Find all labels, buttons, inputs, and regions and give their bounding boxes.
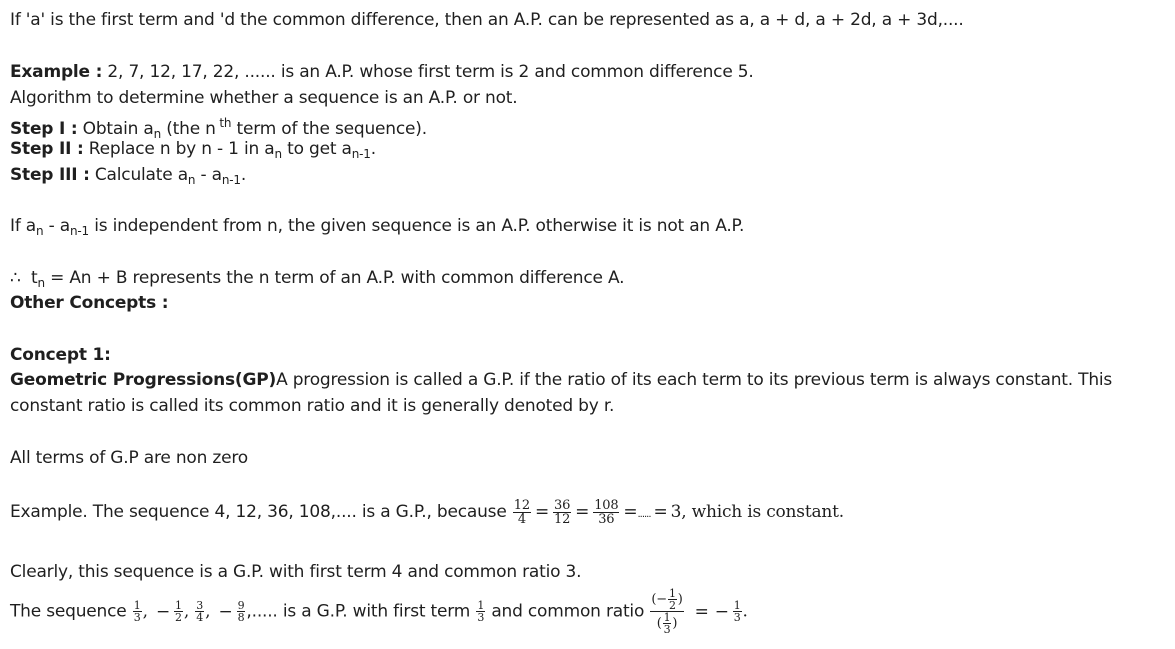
comma: , [142,601,148,622]
sequence-text-c: and common ratio [486,601,650,622]
independent-subscript-n-1: n-1 [70,224,89,238]
step2-text-a: Replace n by n - 1 in a [83,139,275,159]
fraction-numerator: 12 [513,497,530,513]
independent-text-a: If a [10,216,37,236]
step1-text-a: Obtain a [77,119,154,139]
ap-intro-text: If 'a' is the first term and 'd the common difference, then an A.P. can be represented as a, a + d, a + 2d, a + 3d,.... [10,10,964,30]
equals-sign: = [653,502,668,522]
ratio-numerator [650,588,683,612]
fraction-term-4 [237,600,246,623]
step3-subscript-n: n [187,173,196,187]
paren-open: ( [656,616,662,631]
equals-sign: = [575,502,590,522]
comma: , [183,601,190,622]
gp-definition-paragraph [10,367,1165,419]
step3-line [10,164,246,191]
fraction-term-2 [174,600,183,623]
paren-close: ) [672,616,678,631]
step2-subscript-n: n [274,147,282,161]
fraction-denominator: 3 [733,611,741,624]
fraction-half [668,588,677,611]
equals-sign: = [694,601,709,622]
sequence-ellipsis: ,..... [246,601,278,622]
fraction-numerator: 1 [668,587,676,600]
step3-subscript-n-1: n-1 [221,173,241,187]
clearly-line [10,561,581,583]
fraction-common-ratio [650,588,683,635]
fraction-denominator: 3 [477,611,485,624]
fraction-numerator: 108 [594,497,619,513]
fraction-denominator: 2 [175,611,182,624]
fraction-108-36 [593,499,619,526]
fraction-denominator: 3 [663,623,671,636]
example-text: 2, 7, 12, 17, 22, ...... is an A.P. whose first term is 2 and common difference 5. [102,62,754,82]
fraction-term-1 [133,600,142,623]
fraction-denominator: 36 [598,511,615,527]
fraction-denominator: 4 [517,511,526,527]
step3-label: Step III : [10,165,90,185]
algorithm-text: Algorithm to determine whether a sequence is an A.P. or not. [10,88,518,108]
step1-label: Step I : [10,119,78,139]
step2-line [10,138,376,165]
fraction-denominator: 8 [237,611,245,624]
therefore-subscript: n [37,276,45,290]
independent-text-b: - a [43,216,70,236]
step3-text-c: . [240,165,247,185]
ratio-denominator [650,612,683,635]
step2-label: Step II : [10,139,84,159]
ap-intro-line [10,9,964,31]
other-concepts-heading [10,292,168,314]
fraction-numerator: 1 [733,599,741,612]
therefore-text-b: = An + B represents the n term of an A.P. with common difference A. [44,268,625,288]
sequence-line [10,588,748,635]
therefore-text-a: t [20,268,38,288]
gp-definition-text: A progression is called a G.P. if the ratio of its each term to its previous term is always constant. This constant ratio is called its common ratio and it is generally denoted by r. [10,370,1113,416]
step3-text-b: - a [195,165,222,185]
clearly-text: Clearly, this sequence is a G.P. with first term 4 and common ratio 3. [10,562,582,582]
independent-subscript-n: n [36,224,44,238]
equals-sign: = [623,502,638,522]
fraction-result [733,600,742,623]
independent-line [10,215,744,242]
comma: , [205,601,211,622]
step2-text-b: to get a [281,139,352,159]
independent-text-c: is independent from n, the given sequence is an A.P. otherwise it is not an A.P. [88,216,745,236]
fraction-numerator: 9 [237,599,245,612]
nonzero-text: All terms of G.P are non zero [10,448,248,468]
step2-text-c: . [370,139,376,159]
step1-subscript: n [153,127,162,141]
therefore-symbol: ∴ [10,268,21,288]
other-concepts-label: Other Concepts : [10,293,169,313]
fraction-denominator: 4 [196,611,204,624]
nonzero-line [10,447,248,469]
step1-text-b: (the n [161,119,216,139]
fraction-12-4 [513,499,531,526]
minus-sign: − [218,601,233,622]
gp-example-text-b: 3, which is constant. [670,502,844,522]
fraction-numerator: 1 [175,599,182,612]
fraction-denominator: 3 [133,611,141,624]
ellipsis-dots: ...... [637,509,651,520]
concept1-label: Concept 1: [10,345,111,365]
fraction-denominator: 2 [668,599,676,612]
example-line [10,61,754,83]
therefore-line [10,267,624,294]
concept1-heading [10,344,111,366]
step1-text-c: term of the sequence). [231,119,427,139]
period: . [742,601,748,622]
paren-open-minus: (− [651,592,667,607]
step2-subscript-n-1: n-1 [351,147,371,161]
step3-text-a: Calculate a [89,165,188,185]
fraction-numerator: 36 [554,497,571,513]
fraction-term-3 [195,600,204,623]
minus-sign: − [714,601,729,622]
algorithm-line [10,87,517,109]
equals-sign: = [534,502,549,522]
gp-label: Geometric Progressions(GP) [10,370,277,390]
paren-close: ) [677,592,683,607]
fraction-numerator: 1 [477,599,485,612]
example-label: Example : [10,62,103,82]
minus-sign: − [156,601,171,622]
fraction-denominator: 12 [554,511,571,527]
gp-example-line [10,492,844,535]
fraction-numerator: 3 [196,599,204,612]
fraction-first-term [476,600,485,623]
gp-example-text-a: Example. The sequence 4, 12, 36, 108,.... is a G.P., because [10,502,512,522]
fraction-36-12 [553,499,571,526]
sequence-text-a: The sequence [10,601,132,622]
fraction-third [663,612,672,635]
fraction-numerator: 1 [133,599,141,612]
step1-superscript: th [215,116,232,130]
fraction-numerator: 1 [663,611,671,624]
sequence-text-b: is a G.P. with first term [277,601,476,622]
